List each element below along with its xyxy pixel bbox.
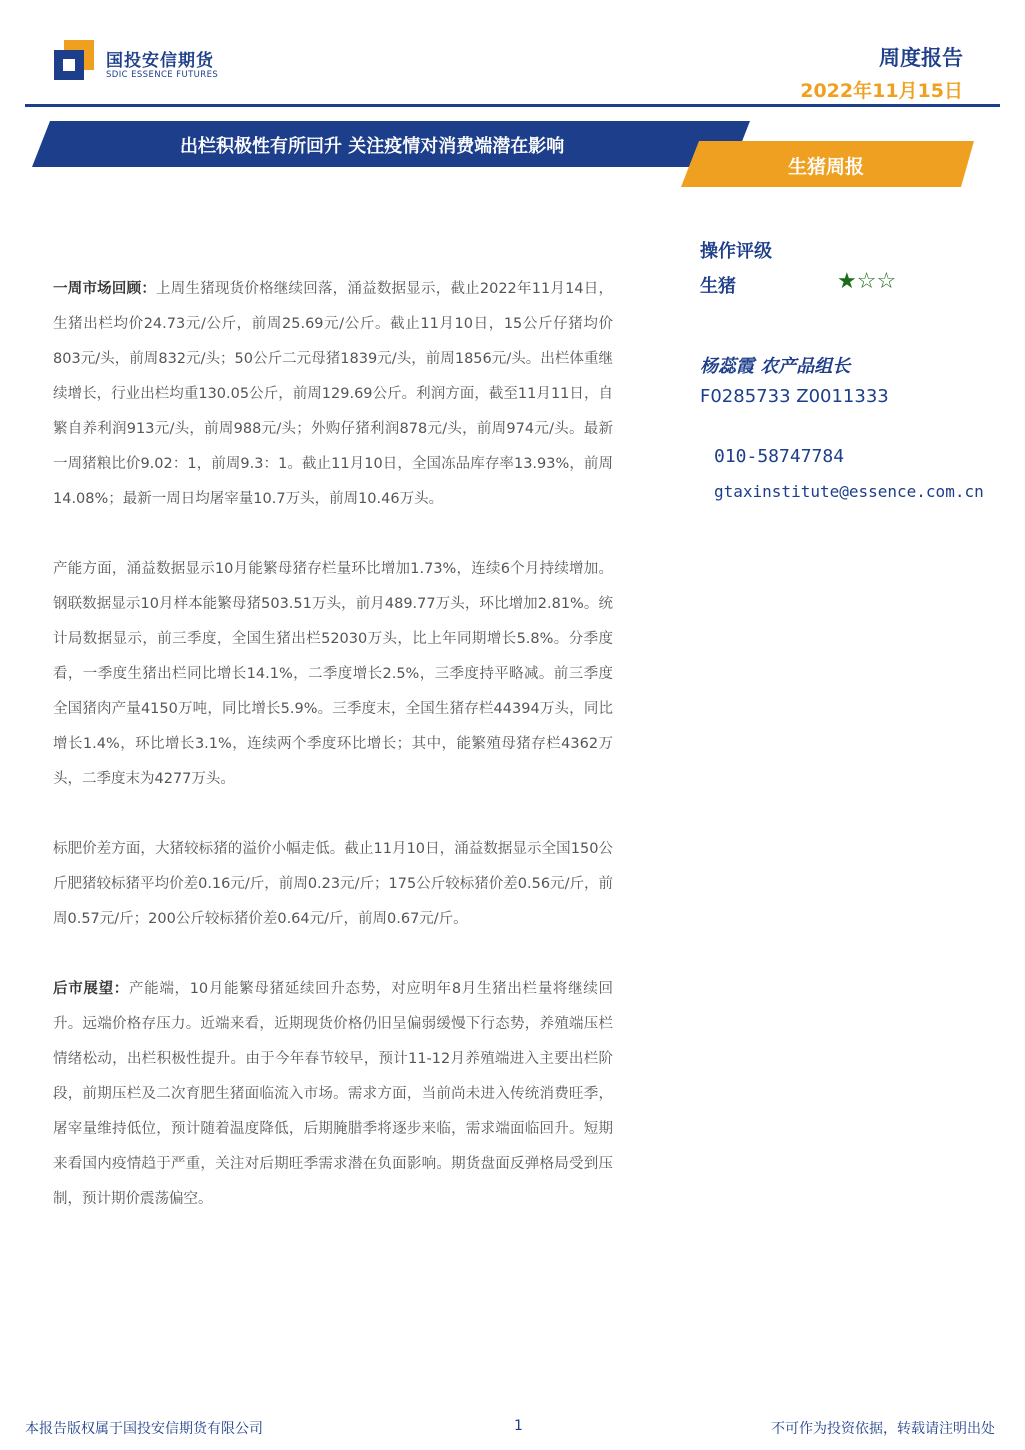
paragraph-price-spread [53, 832, 613, 937]
analyst-license: F0285733 Z0011333 [700, 386, 889, 407]
logo-mark-icon [54, 40, 94, 80]
logo-text-cn: 国投安信期货 [106, 51, 214, 71]
contact-phone: 010-58747784 [714, 446, 845, 467]
contact-email[interactable]: gtaxinstitute@essence.com.cn [714, 482, 984, 501]
section-lead-outlook: 后市展望： [53, 981, 129, 997]
paragraph-capacity [53, 552, 613, 797]
header-divider [25, 104, 1000, 107]
rating-item: 生猪 [700, 276, 736, 297]
rating-stars: ★☆☆ [837, 269, 897, 294]
report-tag: 生猪周报 [788, 156, 865, 178]
report-title: 出栏积极性有所回升 关注疫情对消费端潜在影响 [180, 136, 565, 157]
footer-copyright: 本报告版权属于国投安信期货有限公司 [25, 1421, 263, 1437]
capacity-text: 产能方面，涌益数据显示10月能繁母猪存栏量环比增加1.73%，连续6个月持续增加。钢联数据显示10月样本能繁母猪503.51万头，前月489.77万头，环比增加2.81%。统计局数据显示，前三季度，全国生猪出栏52030万头，比上年同期增长5.8%。分季度看，一季度生猪出栏同比增长14.1%，二季度增长2.5%，三季度持平略减。前三季度全国猪肉产量4150万吨，同比增长5.9%。三季度末，全国生猪存栏44394万头，同比增长1.4%，环比增长3.1%，连续两个季度环比增长；其中，能繁殖母猪存栏4362万头，二季度末为4277万头。 [53, 561, 613, 787]
report-date: 2022年11月15日 [800, 80, 963, 102]
company-logo [54, 40, 244, 86]
report-type: 周度报告 [879, 46, 963, 70]
market-review-text: 上周生猪现货价格继续回落，涌益数据显示，截止2022年11月14日，生猪出栏均价24.73元/公斤，前周25.69元/公斤。截止11月10日，15公斤仔猪均价803元/头，前周832元/头；50公斤二元母猪1839元/头，前周1856元/头。出栏体重继续增长，行业出栏均重130.05公斤，前周129.69公斤。利润方面，截至11月11日，自繁自养利润913元/头，前周988元/头；外购仔猪利润878元/头，前周974元/头。最新一周猪粮比价9.02：1，前周9.3：1。截止11月10日，全国冻品库存率13.93%，前周14.08%；最新一周日均屠宰量10.7万头，前周10.46万头。 [53, 281, 613, 507]
section-lead-market-review: 一周市场回顾： [53, 281, 157, 297]
paragraph-market-review [53, 272, 613, 517]
paragraph-outlook [53, 972, 613, 1217]
footer-disclaimer: 不可作为投资依据，转载请注明出处 [771, 1421, 995, 1437]
logo-text-en: SDIC ESSENCE FUTURES [106, 70, 219, 80]
rating-heading: 操作评级 [700, 241, 772, 262]
price-spread-text: 标肥价差方面，大猪较标猪的溢价小幅走低。截止11月10日，涌益数据显示全国150公斤肥猪较标猪平均价差0.16元/斤，前周0.23元/斤；175公斤较标猪价差0.56元/斤，前周0.57元/斤；200公斤较标猪价差0.64元/斤，前周0.67元/斤。 [53, 841, 613, 927]
report-body [53, 272, 613, 1217]
page-number: 1 [514, 1418, 523, 1434]
analyst-name: 杨蕊霞 农产品组长 [700, 356, 851, 377]
outlook-text: 产能端，10月能繁母猪延续回升态势，对应明年8月生猪出栏量将继续回升。远端价格存压力。近端来看，近期现货价格仍旧呈偏弱缓慢下行态势，养殖端压栏情绪松动，出栏积极性提升。由于今年春节较早，预计11-12月养殖端进入主要出栏阶段，前期压栏及二次育肥生猪面临流入市场。需求方面，当前尚未进入传统消费旺季，屠宰量维持低位，预计随着温度降低，后期腌腊季将逐步来临，需求端面临回升。短期来看国内疫情趋于严重，关注对后期旺季需求潜在负面影响。期货盘面反弹格局受到压制，预计期价震荡偏空。 [53, 981, 613, 1207]
